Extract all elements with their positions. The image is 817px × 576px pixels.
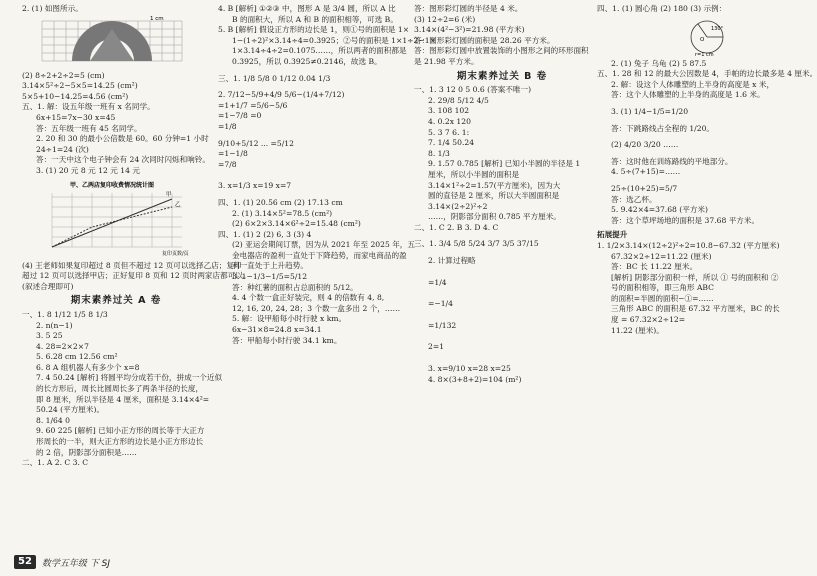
answer-line: 圆的直径是 2 厘米，所以大半圆面积是 3.14×(2÷2)²÷2 bbox=[428, 191, 560, 211]
text-line: 3.14×5²÷2−5×5=14.25 (cm²) bbox=[22, 81, 138, 91]
text-line: 答：种红薯的面积占总面积的 5/12。 bbox=[232, 282, 358, 292]
text-line: 答：图形彩灯圆的面积是 28.26 平方米。 bbox=[414, 35, 555, 45]
text-line: (3) 12÷2=6 (米) bbox=[414, 14, 476, 24]
text-line: 四、1. (1) 2 (2) 6, 3 (3) 4 bbox=[218, 229, 312, 239]
calc-line: 9/10+5/12 ... =5/12 bbox=[218, 138, 294, 148]
text-line: 2. (1) 3.14×5²=78.5 (cm²) bbox=[232, 208, 333, 218]
text-line: 2. 解：设这个人体雕塑的上半身的高度是 x 米， bbox=[611, 79, 775, 89]
answer-line: 9. 60 225 [解析] 已知小正方形的周长等于大正方形周长的一半，则大正方形的边长是小正方形边长的 2 倍，阴影部分面积是…… bbox=[36, 426, 205, 457]
text-line: 五、1. 28 和 12 的最大公因数是 4，手帕的边长最多是 4 厘米。 bbox=[597, 69, 817, 79]
answer-line: 4. 28=2×2×7 bbox=[36, 341, 89, 351]
section-title-a: 期末素养过关 A 卷 bbox=[70, 295, 162, 307]
answer-line: 6. 8 A 组机器人有多少个 x=8 bbox=[36, 362, 140, 372]
extension-title: 拓展提升 bbox=[597, 230, 628, 240]
text-line: 三角形 ABC 的面积是 67.32 平方厘米，BC 的长度 = 67.32×2÷12= bbox=[611, 304, 780, 325]
text-line: 3. 1−1/3−1/5=5/12 bbox=[232, 272, 308, 282]
text-line: 的面积=半圆的面积−①=…… bbox=[611, 293, 714, 303]
text-line: 2. (1) 如图所示。 bbox=[22, 4, 83, 13]
text-line: 答：图形彩灯圆的半径是 4 米。 bbox=[414, 4, 523, 13]
text-line: (2) 8÷2+2÷2=5 (cm) bbox=[22, 70, 105, 80]
text-line: 4. 4 个数一盒正好装完，则 4 的倍数有 4, 8, bbox=[232, 293, 385, 303]
text-line: 3.14×(4²−3²)=21.98 (平方米) bbox=[414, 25, 525, 35]
text-line: [解析] 阴影部分面积一样，所以 ① 号的面积和 ② 号的面积相等，即三角形 ABC bbox=[611, 272, 779, 293]
answer-line: 二、1. C 2. B 3. D 4. C bbox=[414, 222, 499, 232]
answer-line: 2. 29/8 5/12 4/5 bbox=[428, 95, 489, 105]
text-line: (2) 6×2×3.14×6²÷2=15.48 (cm²) bbox=[232, 219, 361, 229]
text-line: 答：BC 长 11.22 厘米。 bbox=[611, 262, 698, 272]
text-line: 24÷1=24 (次) bbox=[36, 144, 89, 154]
page-footer bbox=[14, 554, 110, 570]
text-line: (4) 王老师如果复印超过 8 页但不超过 12 页可以选择乙店；复印 bbox=[22, 260, 242, 270]
answer-line: 50.24 (平方厘米)。 bbox=[36, 405, 105, 415]
answer-line: =−1/4 bbox=[428, 299, 453, 309]
center-label: O bbox=[700, 36, 705, 43]
calc-line: =1/8 bbox=[218, 121, 237, 131]
answer-line: ……，阴影部分面积 0.785 平方厘米。 bbox=[428, 212, 561, 222]
text-line: 3. (1) 20 元 8 元 12 元 14 元 bbox=[36, 165, 140, 175]
column-4 bbox=[597, 4, 817, 336]
page-number: 52 bbox=[14, 555, 36, 569]
text-line: 超过 12 页可以选择甲店；正好复印 8 页和 12 页时两家店都可以。 bbox=[22, 271, 251, 281]
grid-scale-label: 1 cm bbox=[150, 15, 164, 22]
calc-line: =1−7/8 =0 bbox=[218, 111, 262, 121]
text-line: 答：一天中这个电子钟会有 24 次同时闪烁和响铃。 bbox=[36, 155, 210, 165]
text-line: 5. 9.42×4=37.68 (平方米) bbox=[611, 205, 708, 215]
circle-sector-figure bbox=[667, 17, 785, 57]
price-chart-svg bbox=[32, 179, 212, 259]
text-line: 答：这个人体雕塑的上半身的高度是 1.6 米。 bbox=[611, 90, 765, 100]
text-line: 答：这时他在训练路线的平地部分。 bbox=[611, 156, 733, 166]
answer-line: 9. 1.57 0.785 [解析] 已知小半圆的半径是 1 厘米，所以小半圆的面积是 3.14×1²÷2=1.57(平方厘米)，因为大 bbox=[428, 159, 581, 190]
legend-yi: 乙 bbox=[175, 201, 181, 208]
text-line: 11.22 (厘米)。 bbox=[611, 325, 664, 335]
text-line: 4. B [解析] ①②③ 中，图形 A 是 3/4 圆，所以 A 比 bbox=[218, 4, 396, 13]
text-line: 答：这个草坪场地的面积是 37.68 平方米。 bbox=[611, 215, 760, 225]
answer-line: 2=1 bbox=[428, 342, 445, 352]
text-line: 67.32×2÷12=11.22 (厘米) bbox=[611, 251, 712, 261]
text-line: (2) 亚运会期间订票，因为从 2021 年至 2025 年，五 bbox=[232, 240, 415, 250]
text-line: 0.3925，所以 0.3925≠0.2146，故选 B。 bbox=[232, 56, 382, 66]
radius-label: r=1 cm bbox=[695, 51, 714, 58]
calc-line: =1+1/7 =5/6−5/6 bbox=[218, 100, 288, 110]
text-line: 答：图形彩灯圆中放置装饰的小图形之间的环形面积 bbox=[414, 46, 589, 56]
column-2 bbox=[218, 4, 436, 346]
chart-x-label: 复印页数/页 bbox=[162, 250, 189, 257]
angle-label: 130° bbox=[711, 25, 724, 32]
answer-line: 二、1. A 2. C 3. C bbox=[22, 458, 89, 468]
text-line: 5. 解：设甲船每小时行驶 x km。 bbox=[232, 314, 347, 324]
text-line: 答：甲船每小时行驶 34.1 km。 bbox=[232, 335, 342, 345]
answer-line: 3. 5 25 bbox=[36, 331, 63, 341]
text-line: (叙述合理即可) bbox=[22, 281, 74, 291]
answer-line: 8. 1/3 bbox=[428, 148, 450, 158]
answer-line: 7. 4 50.24 [解析] 将圆平均分成若干份，拼成一个近似 bbox=[36, 373, 223, 383]
answer-line: 3. x=9/10 x=28 x=25 bbox=[428, 364, 511, 374]
text-line: 四、1. (1) 20.56 cm (2) 17.13 cm bbox=[218, 197, 343, 207]
answer-line: 一、1. 8 1/12 1/5 8 1/3 bbox=[22, 309, 108, 319]
text-line: 6x−31×8=24.8 x=34.1 bbox=[232, 325, 322, 335]
answer-line: 三、1. 3/4 5/8 5/24 3/7 3/5 37/15 bbox=[414, 239, 539, 249]
line-chart bbox=[32, 179, 210, 259]
column-3 bbox=[414, 4, 590, 385]
text-line: 6x+15=7x−30 x=45 bbox=[36, 112, 116, 122]
text-line: 五、1. 解：设五年级一班有 x 名同学。 bbox=[22, 102, 155, 112]
calc-line: 2. 7/12−5/9+4/9 5/6−(1/4+7/12) bbox=[218, 90, 345, 100]
text-line: 1×3.14÷4÷2=0.1075……，所以两者的面积都是 bbox=[232, 46, 407, 56]
text-line: 25÷(10+25)=5/7 bbox=[611, 183, 678, 193]
text-line: 5×5+10−14.25=4.56 (cm²) bbox=[22, 91, 129, 101]
answer-line: 7. 1/4 50.24 bbox=[428, 138, 475, 148]
answer-line: =1/132 bbox=[428, 320, 457, 330]
text-line: 金电器店的盈利一直处于下降趋势，而家电商品的盈利一直处于上升趋势。 bbox=[232, 250, 407, 271]
text-line: 答：下跳路线占全程的 1/20。 bbox=[611, 123, 714, 133]
text-line: 答：五年级一班有 45 名同学。 bbox=[36, 123, 142, 133]
text-line: 是 21.98 平方米。 bbox=[414, 56, 479, 66]
answer-line: 一、1. 3 12 0 5 0.6 (答案不唯一) bbox=[414, 85, 532, 95]
text-line: 2. 20 和 30 的最小公倍数是 60。60 分钟=1 小时 bbox=[36, 134, 209, 144]
answer-line: =1/4 bbox=[428, 277, 447, 287]
calc-line: =7/8 bbox=[218, 159, 237, 169]
chart-title: 甲、乙两店复印收费情况统计图 bbox=[70, 181, 155, 189]
answer-line: 4. 0.2x 120 bbox=[428, 116, 471, 126]
text-line: 5. B [解析] 假设正方形的边长是 1，则①号的面积是 1× bbox=[218, 25, 410, 35]
section-title-b: 期末素养过关 B 卷 bbox=[456, 70, 548, 82]
text-line: 1. 1/2×3.14×(12÷2)²÷2=10.8−67.32 (平方厘米) bbox=[597, 240, 780, 250]
sector-diagram bbox=[667, 17, 757, 57]
text-line: 2. (1) 兔子 乌龟 (2) 5 87.5 bbox=[611, 58, 707, 68]
text-line: B 的面积大，所以 A 和 B 的面积相等，可选 B。 bbox=[232, 14, 398, 24]
answer-line: 的长方形后，周长比圆周长多了两条半径的长度，即 8 厘米，所以半径是 4 厘米，面积是 3.14×4²= bbox=[36, 384, 210, 404]
calc-line: 3. x=1/3 x=19 x=7 bbox=[218, 181, 292, 191]
legend-jia: 甲 bbox=[166, 191, 172, 198]
footer-text: 数学五年级 下 SJ bbox=[41, 558, 111, 569]
answer-line: 2. 计算过程略 bbox=[428, 256, 476, 266]
answer-line: 2. n(n−1) bbox=[36, 320, 73, 330]
text-line: 3. (1) 1/4−1/5=1/20 bbox=[611, 106, 689, 116]
text-line: 1−(1÷2)²×3.14÷4=0.3925；②号的面积是 1×1÷2−1× bbox=[232, 35, 436, 45]
calc-line: 三、1. 1/8 5/8 0 1/12 0.04 1/3 bbox=[218, 73, 331, 83]
answer-line: 5. 6.28 cm 12.56 cm² bbox=[36, 352, 118, 362]
grid-semicircle-diagram bbox=[32, 17, 202, 69]
grid-figure bbox=[32, 17, 210, 69]
text-line: 4. 5÷(7+15)=…… bbox=[611, 167, 681, 177]
text-line: (2) 4/20 3/20 …… bbox=[611, 140, 679, 150]
answer-line: 4. 8×(3+8+2)=104 (m²) bbox=[428, 374, 522, 384]
text-line: 四、1. (1) 圆心角 (2) 180 (3) 示例： bbox=[597, 4, 727, 13]
answer-line: 5. 3 7 6. 1: bbox=[428, 127, 470, 137]
text-line: 12, 16, 20, 24, 28；3 个数一盒多出 2 个，…… bbox=[232, 303, 401, 313]
answer-line: 8. 1/64 0 bbox=[36, 415, 70, 425]
text-line: 答：选乙杯。 bbox=[611, 194, 657, 204]
answer-line: 3. 108 102 bbox=[428, 106, 470, 116]
calc-line: =1−1/8 bbox=[218, 149, 248, 159]
